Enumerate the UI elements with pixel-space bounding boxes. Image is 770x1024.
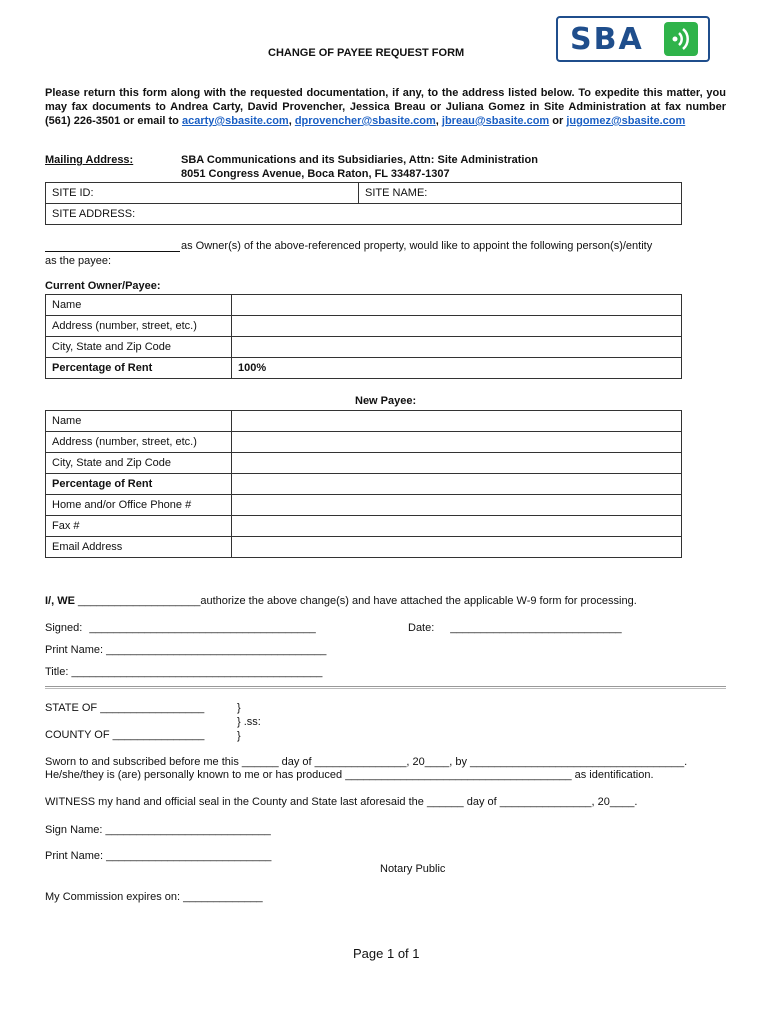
site-name-label: SITE NAME: [365, 187, 428, 199]
signed-label: Signed: [45, 622, 83, 634]
site-address-label: SITE ADDRESS: [52, 208, 136, 220]
current-percentage-input[interactable] [232, 358, 682, 379]
title-row [45, 666, 322, 679]
current-city-label [46, 337, 232, 358]
signed-row [45, 622, 316, 635]
notary-public-label: Notary Public [380, 863, 446, 875]
title-line[interactable]: _________________________________________ [71, 666, 323, 678]
print-name-row [45, 644, 326, 657]
new-percentage-input[interactable] [232, 474, 682, 495]
site-name-field[interactable] [359, 183, 682, 204]
authorize-prefix: I/, WE [45, 595, 78, 607]
new-address-input[interactable] [232, 432, 682, 453]
print-name-line[interactable]: ____________________________________ [106, 644, 327, 656]
authorize-blank[interactable]: ____________________ [78, 595, 201, 607]
separator: , [288, 115, 295, 127]
current-name-input[interactable] [232, 295, 682, 316]
sba-logo [556, 16, 710, 62]
brace-bottom: } [237, 730, 241, 742]
row-label: Name [52, 299, 82, 311]
print-name-label: Print Name: [45, 644, 104, 656]
email-link-dprovencher[interactable]: dprovencher@sbasite.com [294, 115, 436, 127]
sworn-line1: Sworn to and subscribed before me this ______ day of _______________, 20____, by ___________________________________. [45, 756, 688, 768]
notary-sign-name[interactable]: Sign Name: ___________________________ [45, 824, 271, 836]
signed-line[interactable]: _____________________________________ [89, 622, 316, 634]
email-link-acarty[interactable]: acarty@sbasite.com [181, 115, 289, 127]
separator: , [435, 115, 442, 127]
witness-statement: WITNESS my hand and official seal in the County and State last aforesaid the ______ day of _______________, 20____. [45, 796, 638, 808]
mailing-address-label: Mailing Address: [45, 154, 134, 166]
row-label: Name [52, 415, 82, 427]
current-address-input[interactable] [232, 316, 682, 337]
new-city-input[interactable] [232, 453, 682, 474]
intro-text: Please return this form along with the requested documentation, if any, to the address listed below. To expedite this matter, you may fax documents to Andrea Carty, David Provencher, Jessica Breau or Juliana Gomez in Site Administration at fax number (561) 226-3501 or email to [45, 87, 726, 127]
brace-ss: } .ss: [237, 716, 261, 728]
row-label: Address (number, street, etc.) [52, 436, 197, 448]
owner-statement: as Owner(s) of the above-referenced property, would like to appoint the following person(s)/entity [181, 240, 653, 252]
row-label: Email Address [52, 541, 123, 553]
divider [45, 686, 726, 689]
form-title: CHANGE OF PAYEE REQUEST FORM [268, 47, 465, 59]
owner-statement-cont: as the payee: [45, 255, 112, 267]
current-address-label [46, 316, 232, 337]
date-line[interactable]: ____________________________ [450, 622, 622, 634]
authorize-text: authorize the above change(s) and have attached the applicable W-9 form for processing. [200, 595, 637, 607]
row-label: City, State and Zip Code [52, 457, 172, 469]
notary-print-name[interactable]: Print Name: ___________________________ [45, 850, 272, 862]
authorize-statement [45, 595, 637, 608]
email-link-jugomez[interactable]: jugomez@sbasite.com [566, 115, 686, 127]
new-phone-input[interactable] [232, 495, 682, 516]
row-label: Home and/or Office Phone # [52, 499, 192, 511]
owner-name-blank[interactable] [45, 239, 180, 252]
mailing-address-line2: 8051 Congress Avenue, Boca Raton, FL 33487-1307 [181, 168, 450, 180]
county-of[interactable]: COUNTY OF _______________ [45, 729, 205, 741]
current-percentage-label [46, 358, 232, 379]
current-city-input[interactable] [232, 337, 682, 358]
new-name-label [46, 411, 232, 432]
logo-text: SBA [570, 22, 644, 57]
email-link-jbreau[interactable]: jbreau@sbasite.com [441, 115, 550, 127]
new-fax-input[interactable] [232, 516, 682, 537]
new-address-label [46, 432, 232, 453]
brace-top: } [237, 702, 241, 714]
date-row [408, 622, 622, 635]
current-payee-table [45, 294, 682, 379]
new-city-label [46, 453, 232, 474]
current-payee-heading: Current Owner/Payee: [45, 280, 161, 292]
sworn-line2: He/she/they is (are) personally known to me or has produced _____________________________________ as identification. [45, 769, 654, 781]
wireless-signal-icon [664, 22, 698, 56]
date-label: Date: [408, 622, 435, 634]
new-fax-label [46, 516, 232, 537]
site-id-label: SITE ID: [52, 187, 94, 199]
row-label: Fax # [52, 520, 80, 532]
new-percentage-label [46, 474, 232, 495]
row-label: Percentage of Rent [52, 478, 153, 490]
new-name-input[interactable] [232, 411, 682, 432]
row-value: 100% [238, 362, 267, 374]
state-of[interactable]: STATE OF _________________ [45, 702, 205, 714]
title-label: Title: [45, 666, 69, 678]
row-label: Percentage of Rent [52, 362, 153, 374]
row-label: Address (number, street, etc.) [52, 320, 197, 332]
new-payee-heading: New Payee: [355, 395, 417, 407]
row-label: City, State and Zip Code [52, 341, 172, 353]
new-email-label [46, 537, 232, 558]
new-payee-table [45, 410, 682, 558]
mailing-address-line1: SBA Communications and its Subsidiaries, Attn: Site Administration [181, 154, 538, 166]
intro-paragraph [45, 86, 726, 128]
site-address-field[interactable] [46, 204, 682, 225]
separator: or [549, 115, 567, 127]
site-table [45, 182, 682, 225]
new-phone-label [46, 495, 232, 516]
current-name-label [46, 295, 232, 316]
site-id-field[interactable] [46, 183, 359, 204]
page-number: Page 1 of 1 [353, 946, 420, 961]
commission-expires[interactable]: My Commission expires on: _____________ [45, 891, 263, 903]
new-email-input[interactable] [232, 537, 682, 558]
